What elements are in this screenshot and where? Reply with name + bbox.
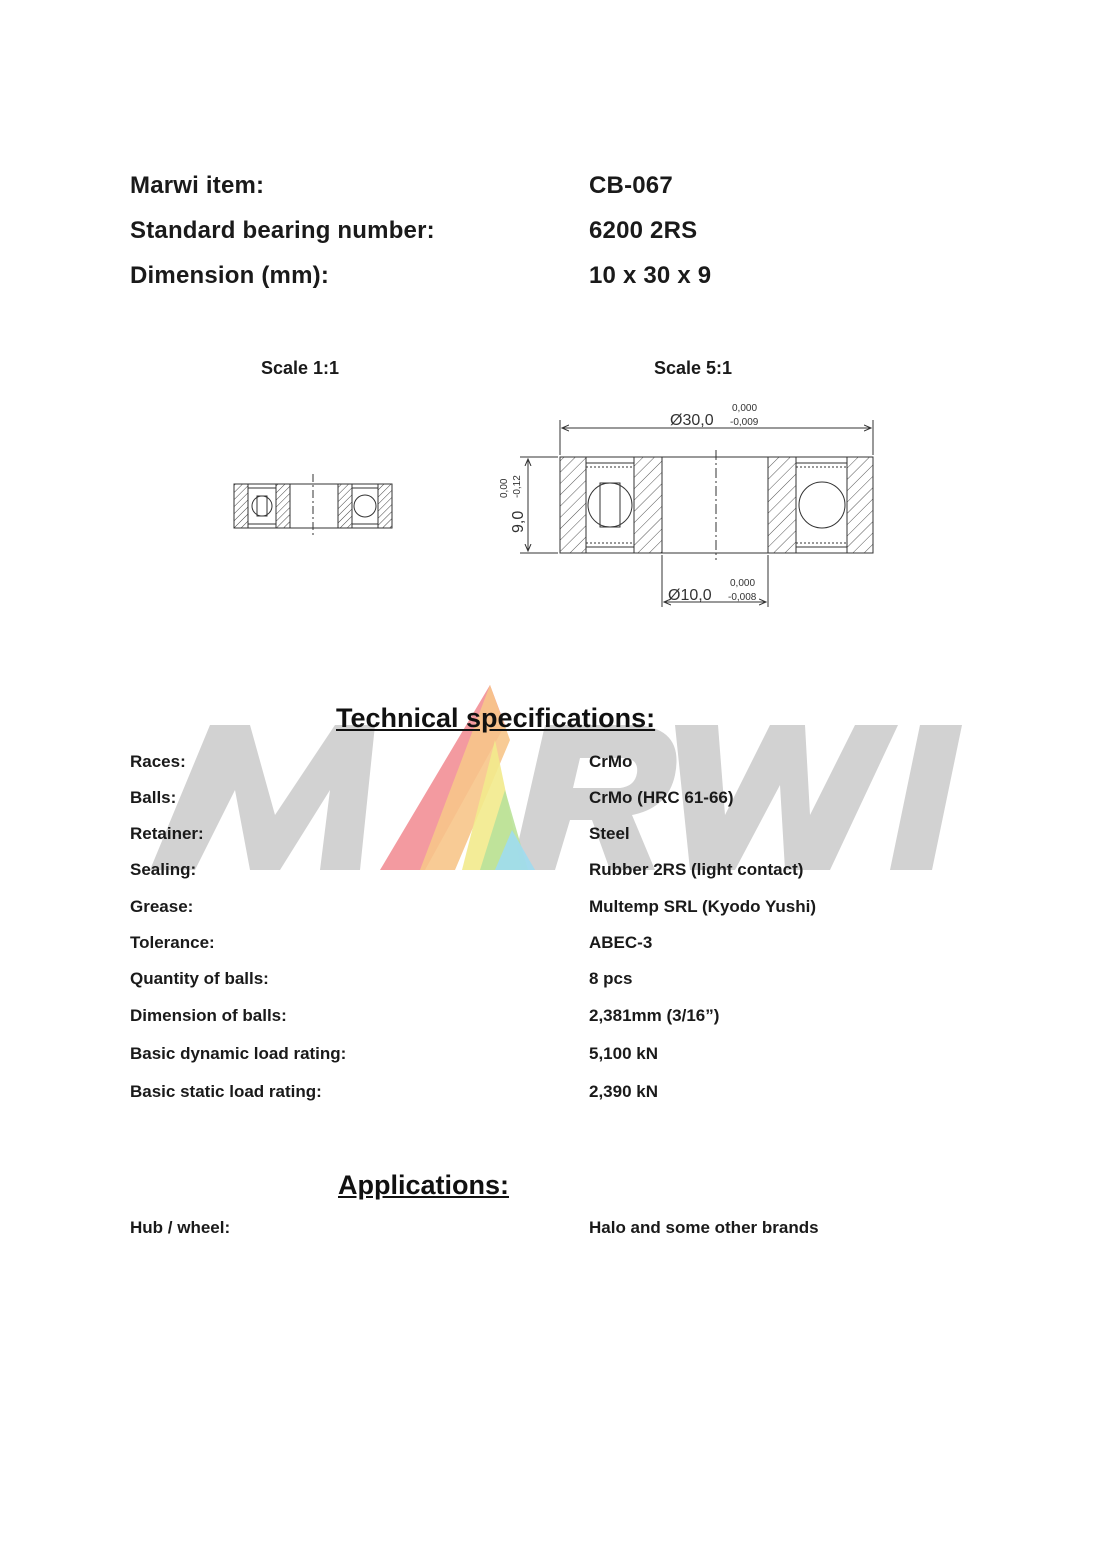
bearing-number-label: Standard bearing number:: [130, 217, 435, 244]
spec-value: 2,381mm (3/16”): [589, 1006, 720, 1025]
spec-value: CrMo (HRC 61-66): [589, 788, 734, 807]
spec-label: Races:: [130, 752, 186, 771]
marwi-item-value: CB-067: [589, 172, 673, 199]
scale-small-title: Scale 1:1: [261, 358, 340, 378]
spec-label: Quantity of balls:: [130, 969, 269, 988]
application-label: Hub / wheel:: [130, 1218, 231, 1237]
spec-label: Dimension of balls:: [130, 1006, 287, 1025]
spec-label: Basic static load rating:: [130, 1082, 322, 1101]
inner-tol-upper: 0,000: [730, 578, 756, 589]
spec-label: Retainer:: [130, 824, 204, 843]
spec-label: Basic dynamic load rating:: [130, 1044, 347, 1063]
spec-label: Grease:: [130, 897, 194, 916]
inner-tol-lower: -0,008: [728, 592, 757, 603]
specs-title: Technical specifications:: [336, 703, 656, 733]
spec-value: 2,390 kN: [589, 1082, 658, 1101]
bearing-drawing-small: [228, 470, 398, 540]
application-value: Halo and some other brands: [589, 1218, 819, 1237]
bearing-number-value: 6200 2RS: [589, 217, 698, 244]
spec-label: Tolerance:: [130, 933, 215, 952]
spec-value: CrMo: [589, 752, 633, 771]
width-text: 9,0: [510, 510, 527, 533]
spec-value: ABEC-3: [589, 933, 653, 952]
spec-label: Balls:: [130, 788, 177, 807]
spec-value: Steel: [589, 824, 630, 843]
inner-diameter-text: Ø10,0: [668, 587, 712, 604]
width-tol-upper: 0,00: [499, 478, 510, 498]
applications-title: Applications:: [338, 1170, 510, 1200]
width-tol-lower: -0,12: [512, 475, 523, 498]
dimension-value: 10 x 30 x 9: [589, 262, 712, 289]
scale-large-title: Scale 5:1: [654, 358, 733, 378]
outer-tol-upper: 0,000: [732, 403, 758, 414]
spec-value: 5,100 kN: [589, 1044, 658, 1063]
outer-diameter-text: Ø30,0: [670, 412, 714, 429]
outer-tol-lower: -0,009: [730, 417, 759, 428]
spec-value: Multemp SRL (Kyodo Yushi): [589, 897, 816, 916]
spec-value: 8 pcs: [589, 969, 633, 988]
dimension-label: Dimension (mm):: [130, 262, 330, 289]
spec-label: Sealing:: [130, 860, 197, 879]
spec-value: Rubber 2RS (light contact): [589, 860, 804, 879]
bearing-drawing-large: [490, 395, 890, 620]
marwi-item-label: Marwi item:: [130, 172, 265, 199]
